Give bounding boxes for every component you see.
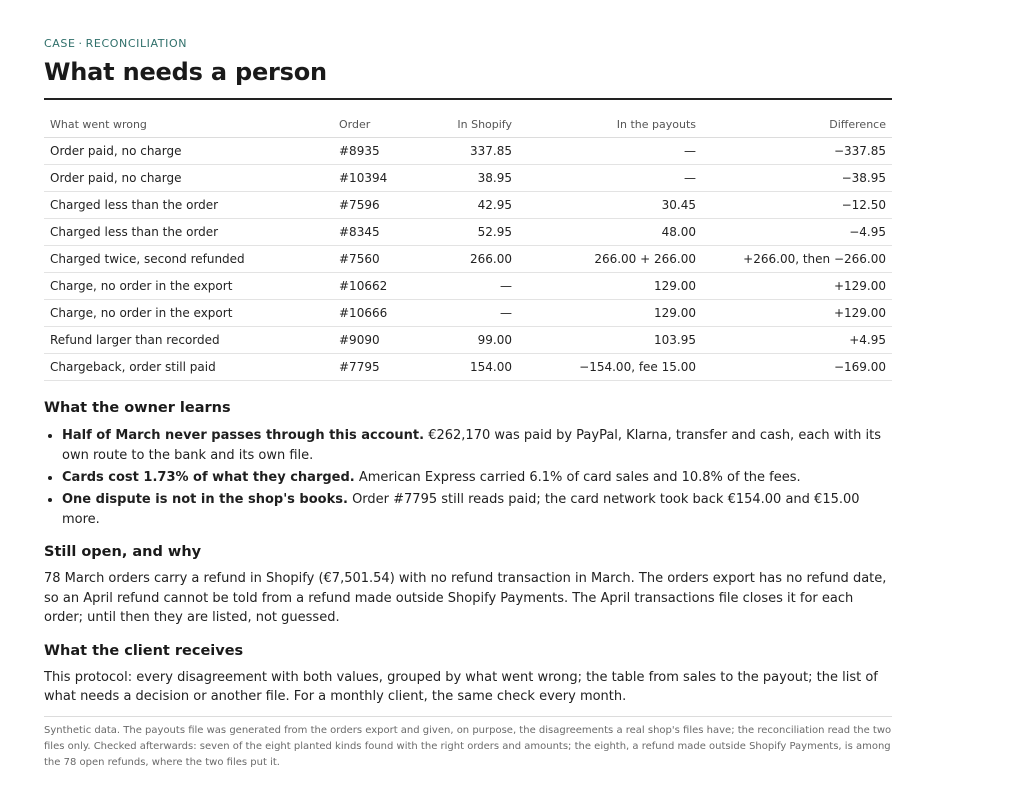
cell-shopify: 42.95 xyxy=(435,192,518,219)
cell-order: #8935 xyxy=(333,138,435,165)
cell-what: Refund larger than recorded xyxy=(44,327,333,354)
table-row xyxy=(44,192,892,219)
cell-order: #7596 xyxy=(333,192,435,219)
list-item-text: American Express carried 6.1% of card sales and 10.8% of the fees. xyxy=(354,470,801,485)
cell-order: #7560 xyxy=(333,246,435,273)
title-divider xyxy=(44,98,892,100)
list-item-text: Order #7795 still reads paid; the card network took back €154.00 and €15.00 more. xyxy=(62,492,860,527)
table-row xyxy=(44,327,892,354)
table-row xyxy=(44,219,892,246)
cell-shopify: 38.95 xyxy=(435,165,518,192)
list-item xyxy=(62,468,892,488)
column-header-order: Order xyxy=(333,111,435,138)
page-title: What needs a person xyxy=(44,58,327,86)
cell-payouts: 266.00 + 266.00 xyxy=(518,246,702,273)
cell-what: Charge, no order in the export xyxy=(44,273,333,300)
list-item-lead: One dispute is not in the shop's books. xyxy=(62,492,348,507)
cell-payouts: 48.00 xyxy=(518,219,702,246)
table-row xyxy=(44,273,892,300)
table-row xyxy=(44,300,892,327)
cell-what: Order paid, no charge xyxy=(44,165,333,192)
cell-shopify: 266.00 xyxy=(435,246,518,273)
eyebrow-case: CASE xyxy=(44,37,76,50)
cell-difference: −169.00 xyxy=(702,354,892,381)
column-header-what: What went wrong xyxy=(44,111,333,138)
table-row xyxy=(44,246,892,273)
list-item xyxy=(62,426,892,466)
cell-difference: +129.00 xyxy=(702,273,892,300)
cell-payouts: — xyxy=(518,165,702,192)
cell-difference: +4.95 xyxy=(702,327,892,354)
still-open-paragraph: 78 March orders carry a refund in Shopify (€7,501.54) with no refund transaction in March. The orders export has no refund date, so an April refund cannot be told from a refund made outside Shopify Payments. The April transactions file closes it for each order; until then they are listed, not guessed. xyxy=(44,571,887,625)
eyebrow-separator: · xyxy=(78,37,83,50)
footnote: Synthetic data. The payouts file was generated from the orders export and given, on purpose, the disagreements a real shop's files have; the reconciliation read the two files only. Checked afterwards: seven of the eight planted kinds found with the right orders and amounts; the eighth, a refund made outside Shopify Payments, is among the 78 open refunds, where the two files put it. xyxy=(44,724,892,768)
cell-difference: −12.50 xyxy=(702,192,892,219)
cell-shopify: 337.85 xyxy=(435,138,518,165)
table-row xyxy=(44,165,892,192)
cell-order: #7795 xyxy=(333,354,435,381)
eyebrow-reconciliation: RECONCILIATION xyxy=(85,37,188,50)
footnote-divider xyxy=(44,716,892,717)
cell-shopify: 154.00 xyxy=(435,354,518,381)
cell-payouts: 30.45 xyxy=(518,192,702,219)
cell-difference: +129.00 xyxy=(702,300,892,327)
cell-order: #10666 xyxy=(333,300,435,327)
cell-what: Order paid, no charge xyxy=(44,138,333,165)
cell-what: Charged twice, second refunded xyxy=(44,246,333,273)
owner-learns-heading: What the owner learns xyxy=(44,400,231,416)
cell-what: Charge, no order in the export xyxy=(44,300,333,327)
cell-what: Chargeback, order still paid xyxy=(44,354,333,381)
client-receives-heading: What the client receives xyxy=(44,642,244,659)
cell-payouts: — xyxy=(518,138,702,165)
cell-difference: −4.95 xyxy=(702,219,892,246)
cell-payouts: −154.00, fee 15.00 xyxy=(518,354,702,381)
cell-difference: −38.95 xyxy=(702,165,892,192)
cell-order: #10394 xyxy=(333,165,435,192)
table-header-row xyxy=(44,111,892,138)
disagreements-table xyxy=(44,111,892,381)
report-page xyxy=(44,38,892,771)
column-header-payouts: In the payouts xyxy=(518,111,702,138)
eyebrow xyxy=(44,38,892,50)
client-receives-paragraph: This protocol: every disagreement with both values, grouped by what went wrong; the table from sales to the payout; the list of what needs a decision or another file. For a monthly client, the same check every month. xyxy=(44,669,878,704)
list-item-lead: Cards cost 1.73% of what they charged. xyxy=(62,470,355,485)
cell-difference: +266.00, then −266.00 xyxy=(702,246,892,273)
cell-payouts: 103.95 xyxy=(518,327,702,354)
column-header-difference: Difference xyxy=(702,111,892,138)
list-item-lead: Half of March never passes through this account. xyxy=(62,428,425,443)
cell-shopify: — xyxy=(435,300,518,327)
cell-what: Charged less than the order xyxy=(44,219,333,246)
cell-order: #8345 xyxy=(333,219,435,246)
table-row xyxy=(44,354,892,381)
list-item-text: €262,170 was paid by PayPal, Klarna, transfer and cash, each with its own route to the bank and its own file. xyxy=(62,428,882,463)
still-open-heading: Still open, and why xyxy=(44,544,202,560)
list-item xyxy=(62,490,892,530)
owner-learns-list xyxy=(44,426,892,530)
cell-difference: −337.85 xyxy=(702,138,892,165)
cell-shopify: — xyxy=(435,273,518,300)
cell-shopify: 99.00 xyxy=(435,327,518,354)
table-row xyxy=(44,138,892,165)
cell-what: Charged less than the order xyxy=(44,192,333,219)
column-header-shopify: In Shopify xyxy=(435,111,518,138)
cell-shopify: 52.95 xyxy=(435,219,518,246)
cell-order: #10662 xyxy=(333,273,435,300)
cell-payouts: 129.00 xyxy=(518,273,702,300)
cell-payouts: 129.00 xyxy=(518,300,702,327)
cell-order: #9090 xyxy=(333,327,435,354)
